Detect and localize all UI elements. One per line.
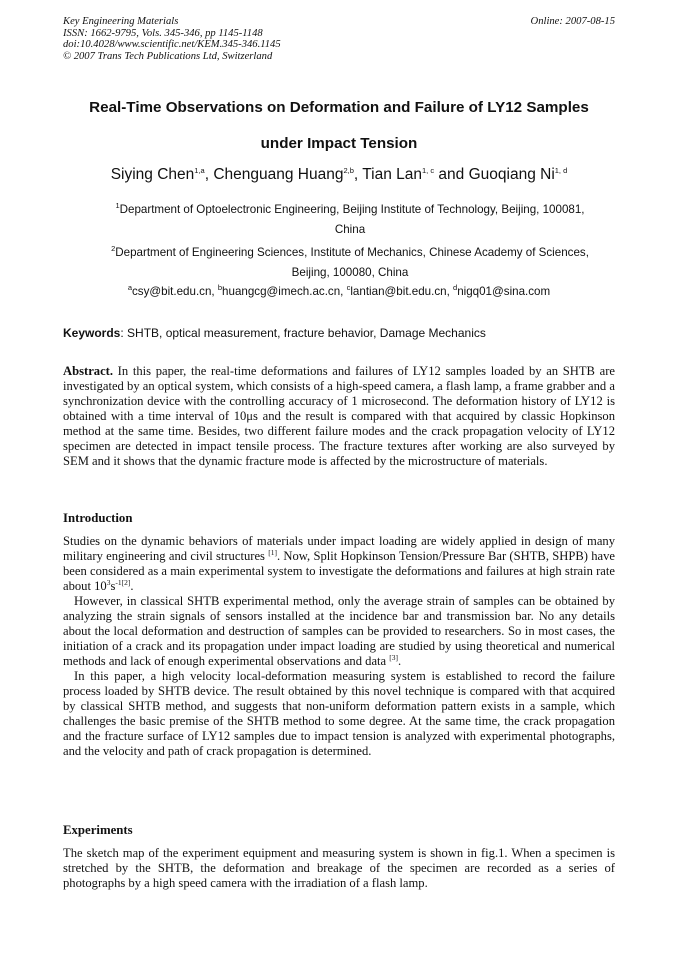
- author-sup: 1,a: [194, 165, 205, 175]
- email-address: huangcg@imech.ac.cn,: [222, 285, 347, 298]
- keywords: [63, 326, 486, 340]
- experiments-paragraph-1: The sketch map of the experiment equipment and measuring system is shown in fig.1. When a specimen is stretched by the SHTB, the deformation and breakage of the specimen are recorded as a series of photographs by a high speed camera with the irradiation of a flash lamp.: [63, 846, 615, 890]
- exponent: 3: [106, 577, 111, 587]
- online-date: Online: 2007-08-15: [530, 16, 615, 27]
- affiliation-text: Department of Optoelectronic Engineering, Beijing Institute of Technology, Beijing, 100081,: [119, 203, 585, 216]
- author-sep: ,: [353, 166, 363, 183]
- email-address: csy@bit.edu.cn,: [131, 285, 218, 298]
- email-address: lantian@bit.edu.cn,: [350, 285, 454, 298]
- author-name: Chenguang Huang: [213, 166, 344, 183]
- journal-header: [63, 16, 281, 62]
- affiliation-sup: 1: [115, 201, 120, 211]
- citation: [3]: [389, 652, 399, 662]
- title-line-2: under Impact Tension: [260, 135, 418, 152]
- affiliation-1: [90, 200, 610, 240]
- abstract: [63, 364, 615, 469]
- author-list: [40, 166, 638, 184]
- author-sup: 1, d: [554, 165, 568, 175]
- affiliation-text: Beijing, 100080, China: [291, 266, 409, 279]
- author-name: Tian Lan: [362, 166, 423, 183]
- affiliation-text: China: [334, 223, 366, 236]
- paper-title: [40, 90, 638, 162]
- affiliation-text: Department of Engineering Sciences, Institute of Mechanics, Chinese Academy of Sciences,: [115, 246, 589, 259]
- journal-name: Key Engineering Materials: [63, 16, 179, 27]
- author-sup: 2,b: [343, 165, 354, 175]
- abstract-text: In this paper, the real-time deformations and failures of LY12 samples loaded by an SHTB are investigated by an optical system, which consists of a high-speed camera, a flash lamp, a frame grabber and a synchronization device with the controlling accuracy of 1 microsecond. The deformation history of LY12 is obtained with a time interval of 10μs and the result is compared with that acquired by classic Hopkinson method at the same time. Besides, two different failure modes and the crack propagation velocity of LY12 specimen are detected in impact tensile process. The fracture textures after working are also surveyed by SEM and it shows that the dynamic fracture mode is affected by the microstructure of materials.: [63, 364, 615, 468]
- intro-paragraph-2: However, in classical SHTB experimental method, only the average strain of samples can be obtained by analyzing the strain signals of sensors installed at the incidence bar and transmission bar. No any details about the local deformation and destruction of samples can be provided to researchers. So in most cases, the initiation of a crack and its propagation under impact loading are studied by using theoretical and numerical methods and lack of enough experimental observations and data [3].: [63, 594, 615, 668]
- email-sup: b: [217, 283, 223, 293]
- citation: [1]: [268, 547, 277, 557]
- email-sup: d: [453, 283, 458, 293]
- keywords-label: Keywords: [63, 326, 121, 340]
- intro-paragraph-3: In this paper, a high velocity local-deformation measuring system is established to record the failure process loaded by SHTB device. The result obtained by this novel technique is compared with that acquired by classical SHTB method, and suggests that non-uniform deformation pattern exists in a sample, which challenges the basic premise of the SHTB method to some degree. At the same time, the crack propagation and the fracture surface of LY12 samples due to impact tension is analyzed with experimental photographs, and the velocity and path of crack propagation is determined.: [63, 669, 615, 758]
- author-sep: ,: [204, 166, 214, 183]
- author-sup: 1, c: [422, 165, 435, 175]
- title-line-1: Real-Time Observations on Deformation and Failure of LY12 Samples: [89, 99, 589, 116]
- author-name: Siying Chen: [110, 166, 195, 183]
- author-name: Guoqiang Ni: [468, 166, 555, 183]
- issn-line: ISSN: 1662-9795, Vols. 345-346, pp 1145-1148: [63, 27, 263, 39]
- author-emails: [60, 285, 618, 298]
- experiments-heading: Experiments: [63, 823, 133, 837]
- doi-line: doi:10.4028/www.scientific.net/KEM.345-346.1145: [63, 39, 281, 50]
- email-address: nigq01@sina.com: [457, 285, 551, 298]
- affiliation-sup: 2: [111, 244, 116, 254]
- experiments-body: [63, 846, 615, 891]
- introduction-body: [63, 534, 615, 759]
- email-sup: c: [346, 283, 351, 293]
- abstract-label: Abstract.: [63, 364, 114, 378]
- author-sep: and: [434, 166, 469, 183]
- introduction-heading: Introduction: [63, 511, 133, 525]
- exponent: -1[2]: [115, 577, 131, 587]
- affiliation-2: [90, 243, 610, 283]
- keywords-text: : SHTB, optical measurement, fracture behavior, Damage Mechanics: [120, 326, 486, 340]
- intro-paragraph-1: Studies on the dynamic behaviors of materials under impact loading are widely applied in design of many military engineering and civil structures [1]. Now, Split Hopkinson Tension/Pressure Bar (SHTB, SHPB) have been considered as a main experimental system to investigate the deformations and failures at high strain rate about $10^3s^{-1[2]}$.: [63, 534, 615, 593]
- copyright-line: © 2007 Trans Tech Publications Ltd, Switzerland: [63, 50, 273, 62]
- email-sup: a: [127, 283, 132, 293]
